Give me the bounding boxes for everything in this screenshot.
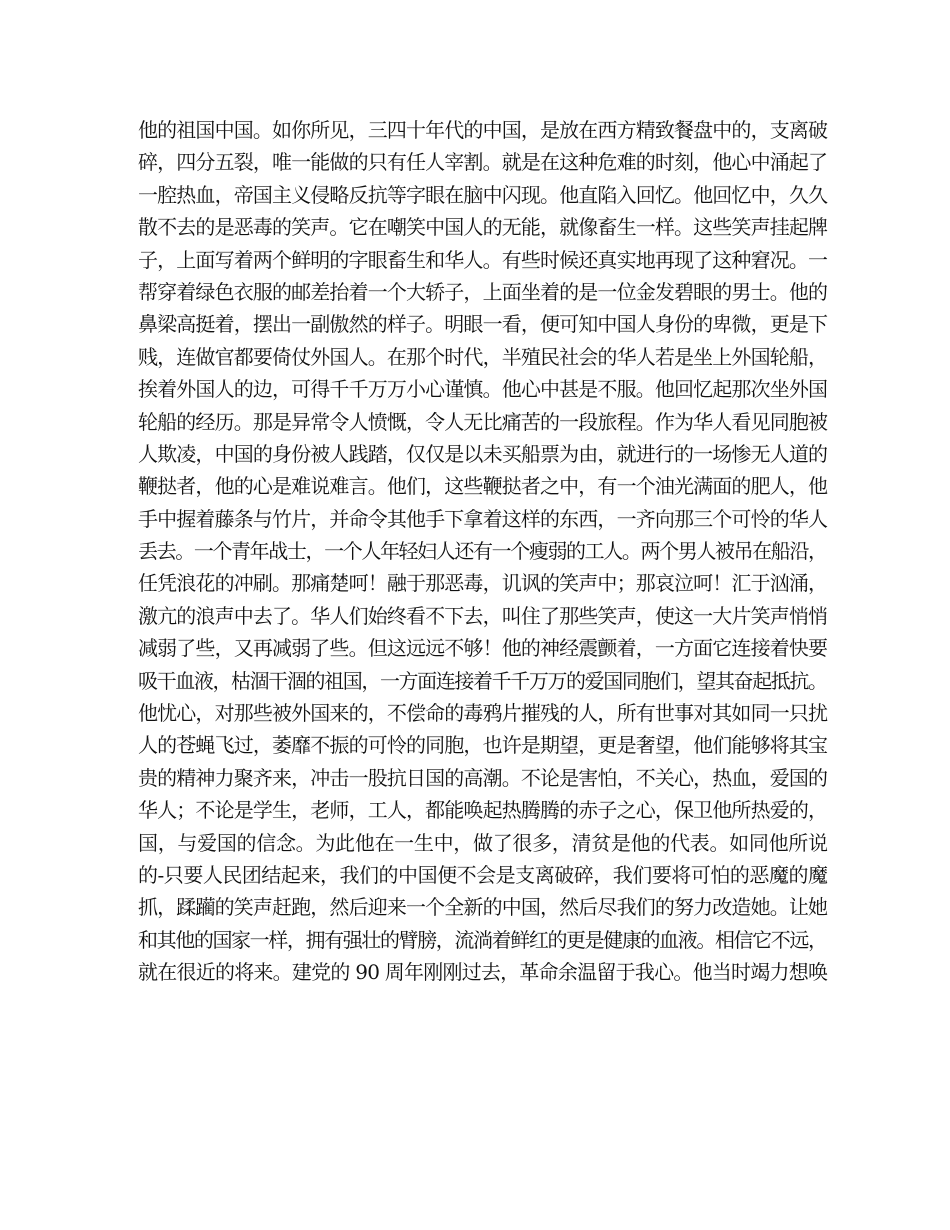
text-line: 丢去。一个青年战士，一个人年轻妇人还有一个瘦弱的工人。两个男人被吊在船沿， <box>138 539 827 564</box>
text-line: 抓，蹂躏的笑声赶跑，然后迎来一个全新的中国，然后尽我们的努力改造她。让她 <box>138 895 828 920</box>
text-line: 和其他的国家一样，拥有强壮的臂膀，流淌着鲜红的更是健康的血液。相信它不远， <box>138 927 827 952</box>
body-text <box>138 114 828 989</box>
text-line: 就在很近的将来。建党的 90 周年刚刚过去，革命余温留于我心。他当时竭力想唤 <box>138 960 828 985</box>
text-line: 激亢的浪声中去了。华人们始终看不下去，叫住了那些笑声，使这一大片笑声悄悄 <box>138 603 828 628</box>
text-line: 的-只要人民团结起来，我们的中国便不会是支离破碎，我们要将可怕的恶魔的魔 <box>138 862 828 887</box>
text-line: 轮船的经历。那是异常令人愤慨，令人无比痛苦的一段旅程。作为华人看见同胞被 <box>138 409 828 434</box>
text-line: 他的祖国中国。如你所见，三四十年代的中国，是放在西方精致餐盘中的，支离破 <box>138 118 828 142</box>
text-line: 碎，四分五裂，唯一能做的只有任人宰割。就是在这种危难的时刻，他心中涌起了 <box>138 150 828 175</box>
text-line: 子，上面写着两个鲜明的字眼畜生和华人。有些时候还真实地再现了这种窘况。一 <box>138 247 828 272</box>
text-line: 华人；不论是学生，老师，工人，都能唤起热腾腾的赤子之心，保卫他所热爱的， <box>138 798 828 823</box>
text-line: 减弱了些，又再减弱了些。但这远远不够！他的神经震颤着，一方面它连接着快要 <box>138 636 828 661</box>
text-line: 任凭浪花的冲刷。那痛楚呵！融于那恶毒，讥讽的笑声中；那哀泣呵！汇于汹涌， <box>138 571 828 596</box>
text-line: 吸干血液，枯涸干涸的祖国，一方面连接着千千万万的爱国同胞们，望其奋起抵抗。 <box>138 668 827 693</box>
text-line: 鞭挞者，他的心是难说难言。他们，这些鞭挞者之中，有一个油光满面的肥人，他 <box>138 474 828 499</box>
text-line: 他忧心，对那些被外国来的，不偿命的毒鸦片摧残的人，所有世事对其如同一只扰 <box>138 701 828 726</box>
text-line: 帮穿着绿色衣服的邮差抬着一个大轿子，上面坐着的是一位金发碧眼的男士。他的 <box>138 279 828 304</box>
text-line: 贵的精神力聚齐来，冲击一股抗日国的高潮。不论是害怕，不关心，热血，爱国的 <box>138 765 828 790</box>
text-line: 国，与爱国的信念。为此他在一生中，做了很多，清贫是他的代表。如同他所说 <box>138 830 828 855</box>
text-line: 人的苍蝇飞过，萎靡不振的可怜的同胞，也许是期望，更是奢望，他们能够将其宝 <box>138 733 828 758</box>
text-line: 人欺凌，中国的身份被人践踏，仅仅是以未买船票为由，就进行的一场惨无人道的 <box>138 441 828 466</box>
text-line: 鼻梁高挺着，摆出一副傲然的样子。明眼一看，便可知中国人身份的卑微，更是下 <box>138 312 828 337</box>
text-line: 散不去的是恶毒的笑声。它在嘲笑中国人的无能，就像畜生一样。这些笑声挂起牌 <box>138 215 828 240</box>
text-line: 手中握着藤条与竹片，并命令其他手下拿着这样的东西，一齐向那三个可怜的华人 <box>138 506 828 531</box>
text-line: 贱，连做官都要倚仗外国人。在那个时代，半殖民社会的华人若是坐上外国轮船， <box>138 344 828 369</box>
text-line: 一腔热血，帝国主义侵略反抗等字眼在脑中闪现。他直陷入回忆。他回忆中，久久 <box>138 182 828 207</box>
text-line: 挨着外国人的边，可得千千万万小心谨慎。他心中甚是不服。他回忆起那次坐外国 <box>138 377 828 402</box>
